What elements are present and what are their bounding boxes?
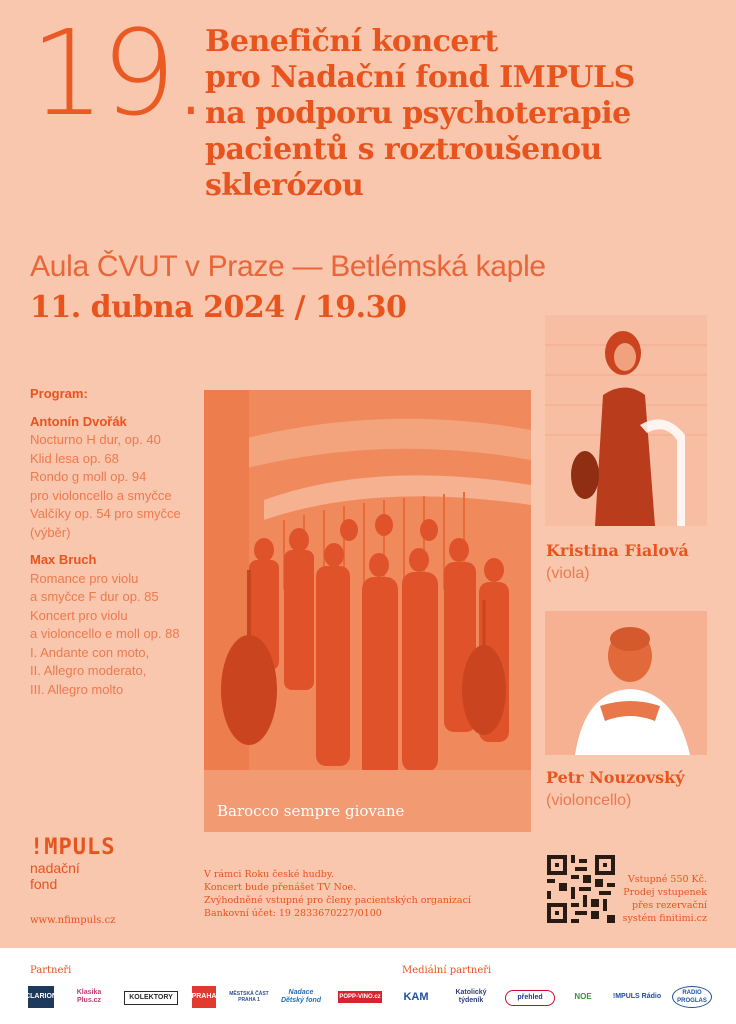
footer-partners	[0, 948, 736, 1024]
work-item: Nocturno H dur, op. 40	[30, 432, 161, 447]
work-item: (výběr)	[30, 524, 71, 540]
title-line: pacientů s roztroušenou	[205, 132, 602, 167]
media-logo-kam: KAM	[403, 991, 429, 1003]
composer-bruch: Max Bruch	[30, 552, 97, 567]
work-item: Rondo g moll op. 94	[30, 469, 147, 484]
work-item: Valčíky op. 54 pro smyčce	[30, 506, 181, 521]
soloist-name: Petr Nouzovský	[546, 768, 685, 787]
program-label: Program:	[30, 386, 88, 401]
ensemble-photo	[204, 390, 531, 832]
media-logo-impuls-radio: !MPULS Rádio	[612, 993, 662, 1000]
ticket-line: systém finitimi.cz	[622, 913, 707, 924]
media-logo-katolicky: Katolický týdeník	[455, 989, 487, 1004]
partner-logo-clarion: CLARION	[28, 986, 54, 1008]
program-list	[30, 385, 205, 699]
info-line: V rámci Roku české hudby.	[204, 869, 334, 880]
logo-mark: !MPULS	[30, 835, 116, 860]
ensemble-caption: Barocco sempre giovane	[217, 802, 405, 820]
petr-photo	[545, 611, 707, 755]
date-time: 11. dubna 2024 / 19.30	[30, 290, 407, 325]
qr-icon	[547, 855, 615, 923]
media-logo-noe: NOE	[574, 992, 592, 1001]
concert-title	[205, 24, 705, 204]
partner-logo-nadace: Nadace Dětský fond	[280, 989, 322, 1004]
partner-logo-klasika: Klasika Plus.cz	[76, 989, 102, 1004]
partner-logo-popp: POPP-VINO.cz	[338, 991, 382, 1003]
logo-line: nadační	[30, 860, 80, 876]
partners-label: Partneři	[30, 965, 72, 976]
work-item: a violoncello e moll op. 88	[30, 626, 180, 641]
ticket-line: Vstupné 550 Kč.	[627, 874, 707, 885]
work-item: II. Allegro moderato,	[30, 663, 147, 678]
title-line: na podporu psychoterapie	[205, 96, 631, 131]
ticket-line: Prodej vstupenek	[623, 887, 707, 898]
logo-line: fond	[30, 876, 58, 892]
impuls-logo	[30, 835, 115, 892]
media-logo-proglas: RADIO PROGLAS	[672, 986, 712, 1008]
petr-illustration	[545, 611, 707, 755]
soloist-role: (violoncello)	[546, 792, 632, 809]
work-item: I. Andante con moto,	[30, 644, 150, 660]
kristina-photo	[545, 315, 707, 526]
work-item: Koncert pro violu	[30, 607, 128, 623]
partner-logo-mc-praha1: MĚSTSKÁ ČÁST PRAHA 1	[229, 991, 269, 1003]
work-item: Romance pro violu	[30, 570, 139, 586]
info-line: Bankovní účet: 19 2833670227/0100	[204, 908, 382, 919]
ensemble-illustration	[204, 390, 531, 832]
work-item: III. Allegro molto	[30, 681, 124, 697]
ticket-info	[620, 873, 707, 925]
soloist-role: (viola)	[546, 565, 590, 582]
concert-info	[204, 868, 471, 920]
kristina-illustration	[545, 315, 707, 526]
work-item: Klid lesa op. 68	[30, 450, 119, 466]
work-item: a smyčce F dur op. 85	[30, 589, 159, 604]
website-link[interactable]: www.nfimpuls.cz	[30, 915, 116, 926]
info-line: Zvýhodněné vstupné pro členy pacientských organizací	[204, 895, 471, 906]
qr-code[interactable]	[547, 855, 615, 923]
edition-number: 19.	[30, 4, 206, 142]
title-line: sklerózou	[205, 168, 364, 203]
partner-logo-praha: PRAHA	[192, 986, 216, 1008]
media-partners-label: Mediální partneři	[402, 965, 492, 976]
work-item: pro violoncello a smyčce	[30, 487, 172, 503]
ticket-line: přes rezervační	[632, 900, 707, 911]
title-line: Benefiční koncert	[205, 24, 498, 59]
info-line: Koncert bude přenášet TV Noe.	[204, 882, 357, 893]
composer-dvorak: Antonín Dvořák	[30, 413, 127, 429]
soloist-name: Kristina Fialová	[546, 541, 689, 560]
media-logo-prehled: přehled	[505, 990, 555, 1006]
title-line: pro Nadační fond IMPULS	[205, 60, 635, 95]
partner-logo-kolektory: KOLEKTORY	[124, 991, 178, 1005]
venue: Aula ČVUT v Praze — Betlémská kaple	[30, 250, 546, 283]
